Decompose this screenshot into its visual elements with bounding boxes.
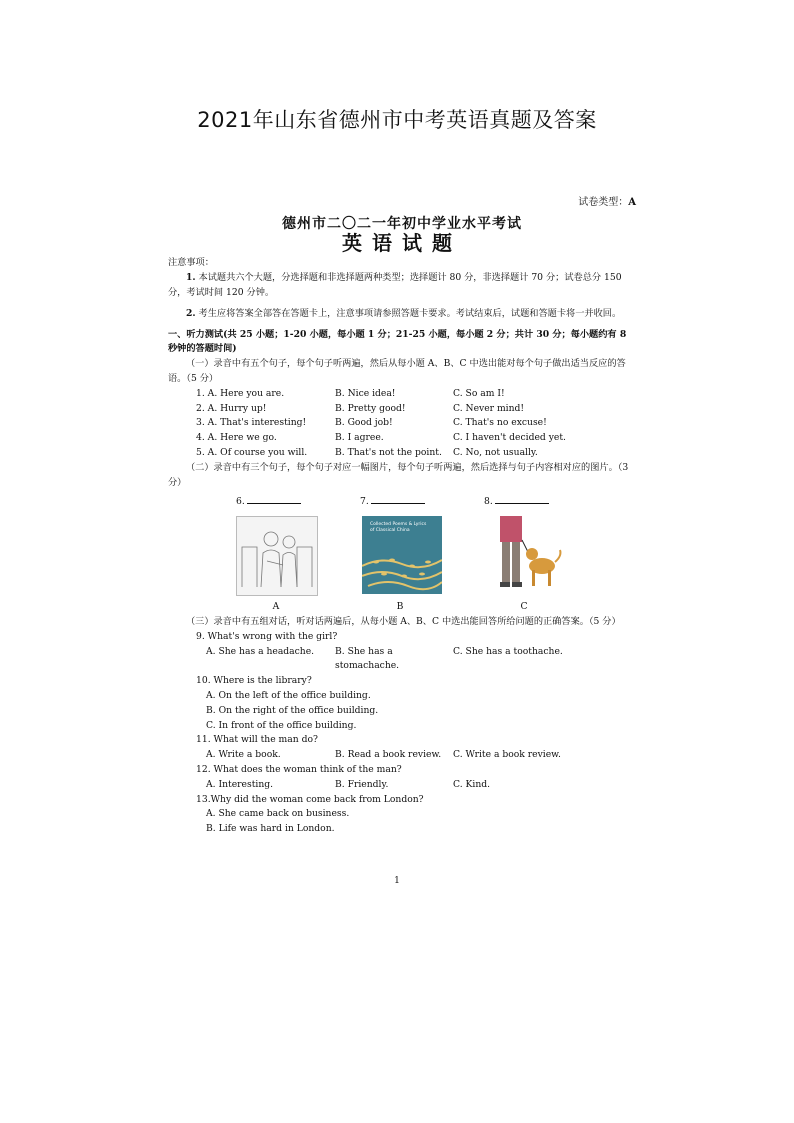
option: A. She came back on business.	[206, 808, 350, 820]
exam-title: 德州市二〇二一年初中学业水平考试	[282, 215, 522, 232]
picture-row	[168, 516, 636, 596]
paper-type: 试卷类型：A	[578, 197, 636, 208]
question-10: 10. Where is the library?	[196, 675, 312, 687]
answer-blank: 6.	[236, 494, 360, 510]
subject-title: 英语试题	[342, 230, 462, 255]
question-13: 13.Why did the woman come back from London?	[196, 793, 424, 805]
question-12-options: A. Interesting. B. Friendly. C. Kind.	[206, 778, 491, 790]
page-number: 1	[394, 876, 400, 886]
exam-scan	[168, 196, 636, 837]
picture-guide-dog	[486, 516, 566, 594]
part2-instructions: （二）录音中有三个句子，每个句子对应一幅图片，每个句子听两遍，然后选择与句子内容相对应的图片。（3 分）	[168, 461, 629, 488]
page-title: 2021年山东省德州市中考英语真题及答案	[197, 108, 597, 132]
question-9-options: A. She has a headache. B. She has a stomachache. C. She has a toothache.	[206, 645, 563, 672]
picture-labels: A B C	[272, 601, 528, 613]
answer-blanks	[168, 494, 636, 510]
option: A. On the left of the office building.	[206, 689, 371, 701]
notice-heading: 注意事项：	[168, 257, 214, 269]
question-12: 12. What does the woman think of the man?	[196, 763, 402, 775]
question-11: 11. What will the man do?	[196, 734, 318, 746]
picture-poetry-book: Collected Poems & Lyrics of Classical China	[362, 516, 442, 594]
section1-heading: 一、听力测试(共 25 小题；1-20 小题，每小题 1 分；21-25 小题，每小题 2 分；共计 30 分；每小题约有 8 秒钟的答题时间)	[168, 328, 627, 355]
option: C. In front of the office building.	[206, 719, 357, 731]
question-row: 4. A. Here we go. B. I agree. C. I haven't decided yet.	[196, 432, 566, 444]
picture-cinema-audience	[236, 516, 318, 596]
answer-blank: 8.	[484, 494, 608, 510]
notice-item-2: 2. 考生应将答案全部答在答题卡上，注意事项请参照答题卡要求。考试结束后，试题和答题卡将一并收回。	[186, 307, 622, 319]
part1-questions	[168, 387, 636, 461]
option: B. Life was hard in London.	[206, 823, 335, 835]
question-9: 9. What's wrong with the girl?	[196, 630, 338, 642]
question-row: 2. A. Hurry up! B. Pretty good! C. Never mind!	[196, 402, 525, 414]
notice-item-1: 1. 本试题共六个大题，分选择题和非选择题两种类型；选择题计 80 分，非选择题计 70 分；试卷总分 150 分，考试时间 120 分钟。	[168, 272, 622, 298]
question-11-options: A. Write a book. B. Read a book review. C. Write a book review.	[206, 749, 561, 761]
question-row: 1. A. Here you are. B. Nice idea! C. So am I!	[196, 387, 505, 399]
answer-blank: 7.	[360, 494, 484, 510]
question-row: 3. A. That's interesting! B. Good job! C. That's no excuse!	[196, 417, 547, 429]
question-row: 5. A. Of course you will. B. That's not the point. C. No, not usually.	[196, 446, 538, 458]
part1-instructions: （一）录音中有五个句子，每个句子听两遍，然后从每小题 A、B、C 中选出能对每个句子做出适当反应的答语。（5 分）	[168, 358, 626, 384]
part3-instructions: （三）录音中有五组对话，听对话两遍后，从每小题 A、B、C 中选出能回答所给问题的正确答案。（5 分）	[186, 615, 621, 627]
option: B. On the right of the office building.	[206, 704, 379, 716]
